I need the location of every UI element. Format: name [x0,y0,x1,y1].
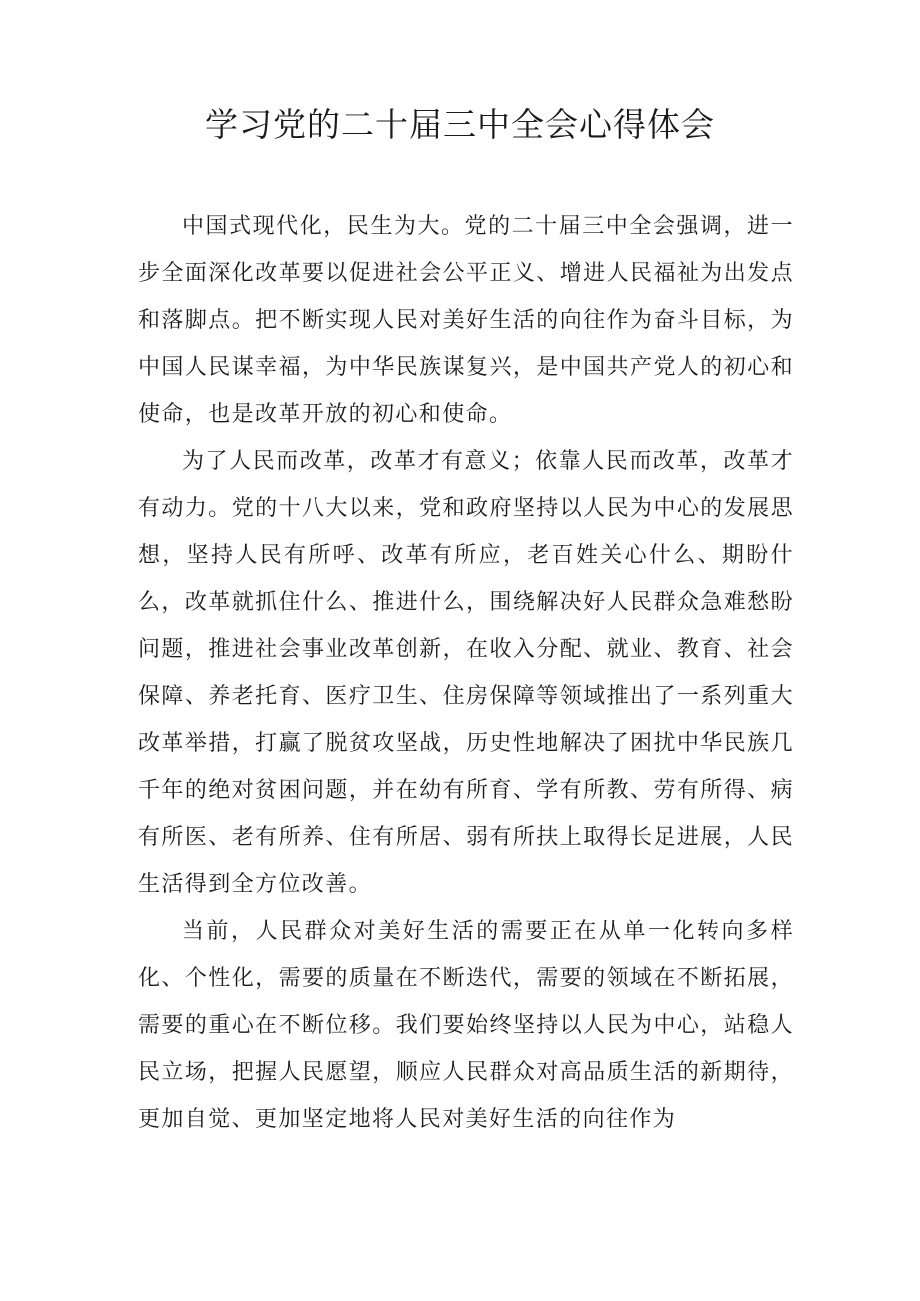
paragraph-3: 当前，人民群众对美好生活的需要正在从单一化转向多样化、个性化，需要的质量在不断迭代，需要的领域在不断拓展，需要的重心在不断位移。我们要始终坚持以人民为中心，站稳人民立场，把握人民愿望，顺应人民群众对高品质生活的新期待，更加自觉、更加坚定地将人民对美好生活的向往作为 [138,919,794,1132]
document-body [138,203,794,1143]
paragraph-2: 为了人民而改革，改革才有意义；依靠人民而改革，改革才有动力。党的十八大以来，党和政府坚持以人民为中心的发展思想，坚持人民有所呼、改革有所应，老百姓关心什么、期盼什么，改革就抓住什么、推进什么，围绕解决好人民群众急难愁盼问题，推进社会事业改革创新，在收入分配、就业、教育、社会保障、养老托育、医疗卫生、住房保障等领域推出了一系列重大改革举措，打赢了脱贫攻坚战，历史性地解决了困扰中华民族几千年的绝对贫困问题，并在幼有所育、学有所教、劳有所得、病有所医、老有所养、住有所居、弱有所扶上取得长足进展，人民生活得到全方位改善。 [138,449,794,897]
paragraph-1: 中国式现代化，民生为大。党的二十届三中全会强调，进一步全面深化改革要以促进社会公平正义、增进人民福祉为出发点和落脚点。把不断实现人民对美好生活的向往作为奋斗目标，为中国人民谋幸福，为中华民族谋复兴，是中国共产党人的初心和使命，也是改革开放的初心和使命。 [138,214,794,427]
document-title: 学习党的二十届三中全会心得体会 [205,105,715,144]
